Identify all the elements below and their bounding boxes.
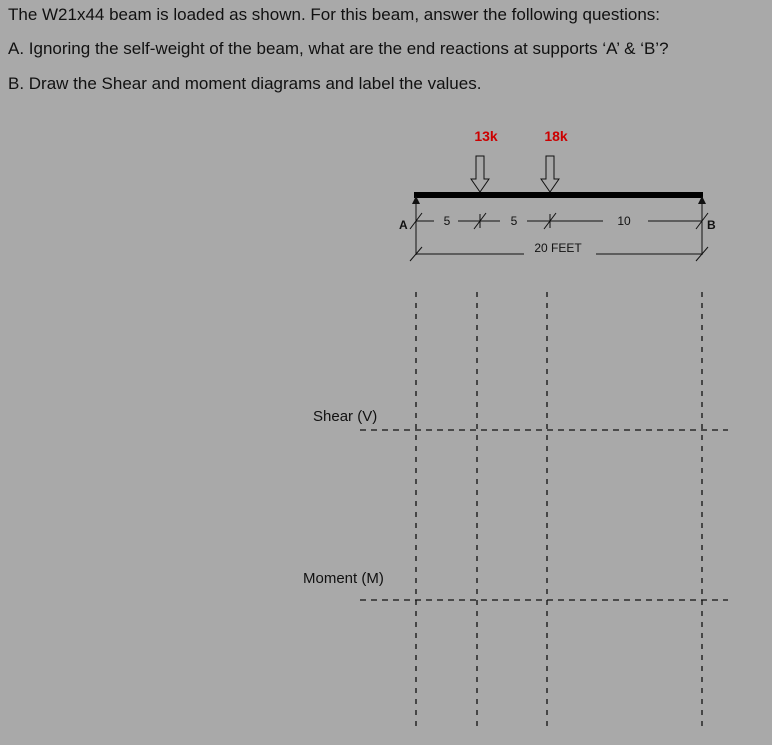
span-1-label: 5 — [443, 214, 451, 228]
question-intro: The W21x44 beam is loaded as shown. For this beam, answer the following questions: — [8, 5, 661, 24]
support-a-label: A — [399, 218, 408, 232]
span-2-label: 5 — [510, 214, 518, 228]
shear-axis-label: Shear (V) — [313, 408, 378, 425]
load-18k-label: 18k — [544, 128, 568, 144]
total-span-label: 20 FEET — [534, 241, 582, 255]
projection-lines — [416, 292, 702, 732]
span-3-label: 10 — [617, 214, 631, 228]
question-part-b: B. Draw the Shear and moment diagrams and label the values. — [8, 74, 482, 93]
load-13k-arrow — [471, 156, 489, 192]
load-13k-label: 13k — [474, 128, 498, 144]
beam-bar — [414, 192, 703, 198]
support-b-label: B — [707, 218, 716, 232]
question-part-a: A. Ignoring the self-weight of the beam, what are the end reactions at supports ‘A’ & ‘B’? — [8, 39, 669, 58]
load-18k-arrow — [541, 156, 559, 192]
moment-axis-label: Moment (M) — [303, 570, 384, 587]
